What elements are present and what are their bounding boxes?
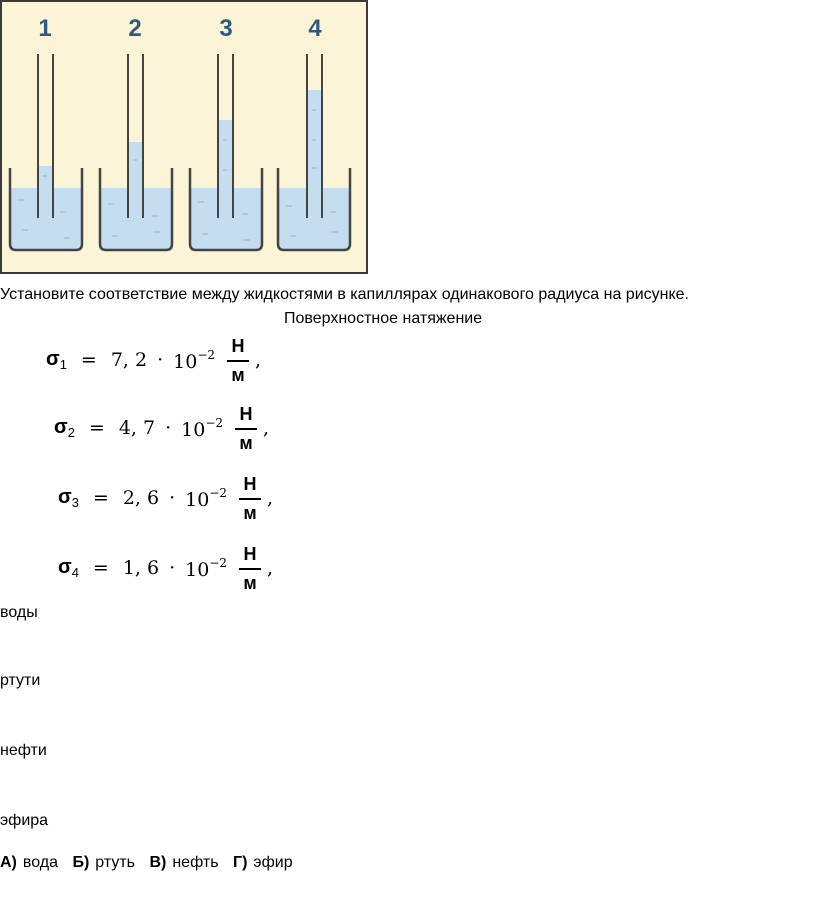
multiply-dot: · [157, 349, 164, 371]
unit-fraction: $\frac{Н}{м}$ [239, 473, 261, 523]
tube-label-1: 1 [38, 15, 52, 42]
multiply-dot: · [165, 417, 172, 439]
sigma-symbol: $\sigma_3$ [58, 486, 79, 510]
answer-options [0, 854, 303, 872]
mantissa: 2, 6 [122, 487, 160, 509]
liquid-item-ether: эфира [0, 812, 49, 829]
multiply-dot: · [169, 487, 176, 509]
separator: , [255, 349, 262, 371]
equals-sign: = [92, 557, 109, 579]
separator: , [263, 417, 270, 439]
power: $10^{-2}$ [181, 415, 224, 441]
liquid-item-oil: нефти [0, 742, 47, 759]
liquid-item-mercury: ртути [0, 672, 41, 689]
answer-option-v: В) нефть [149, 854, 219, 871]
equals-sign: = [80, 349, 97, 371]
equals-sign: = [92, 487, 109, 509]
mantissa: 1, 6 [122, 557, 160, 579]
mantissa: 7, 2 [110, 349, 148, 371]
power: $10^{-2}$ [185, 485, 228, 511]
tube-label-2: 2 [128, 15, 142, 42]
capillary-figure [0, 0, 370, 276]
formula-sigma-1 [46, 332, 261, 388]
formula-sigma-2 [54, 400, 269, 456]
multiply-dot: · [169, 557, 176, 579]
question-subtitle: Поверхностное натяжение [284, 310, 483, 327]
unit-fraction: $\frac{Н}{м}$ [239, 543, 261, 593]
unit-fraction: $\frac{Н}{м}$ [235, 403, 257, 453]
formula-sigma-4 [58, 540, 273, 596]
tube-label-4: 4 [308, 15, 322, 42]
power: $10^{-2}$ [173, 347, 216, 373]
formula-sigma-3 [58, 470, 273, 526]
unit-fraction: $\frac{Н}{м}$ [227, 335, 249, 385]
sigma-symbol: $\sigma_4$ [58, 556, 79, 580]
tube-label-3: 3 [219, 15, 233, 42]
separator: , [267, 487, 274, 509]
liquid-item-water: воды [0, 604, 38, 621]
answer-option-g: Г) эфир [233, 854, 293, 871]
equals-sign: = [88, 417, 105, 439]
sigma-symbol: $\sigma_1$ [46, 348, 67, 372]
sigma-symbol: $\sigma_2$ [54, 416, 75, 440]
question-text: Установите соответствие между жидкостями в капиллярах одинакового радиуса на рисунке. [0, 286, 689, 303]
answer-option-b: Б) ртуть [72, 854, 135, 871]
answer-option-a: А) вода [0, 854, 58, 871]
mantissa: 4, 7 [118, 417, 156, 439]
power: $10^{-2}$ [185, 555, 228, 581]
separator: , [267, 557, 274, 579]
